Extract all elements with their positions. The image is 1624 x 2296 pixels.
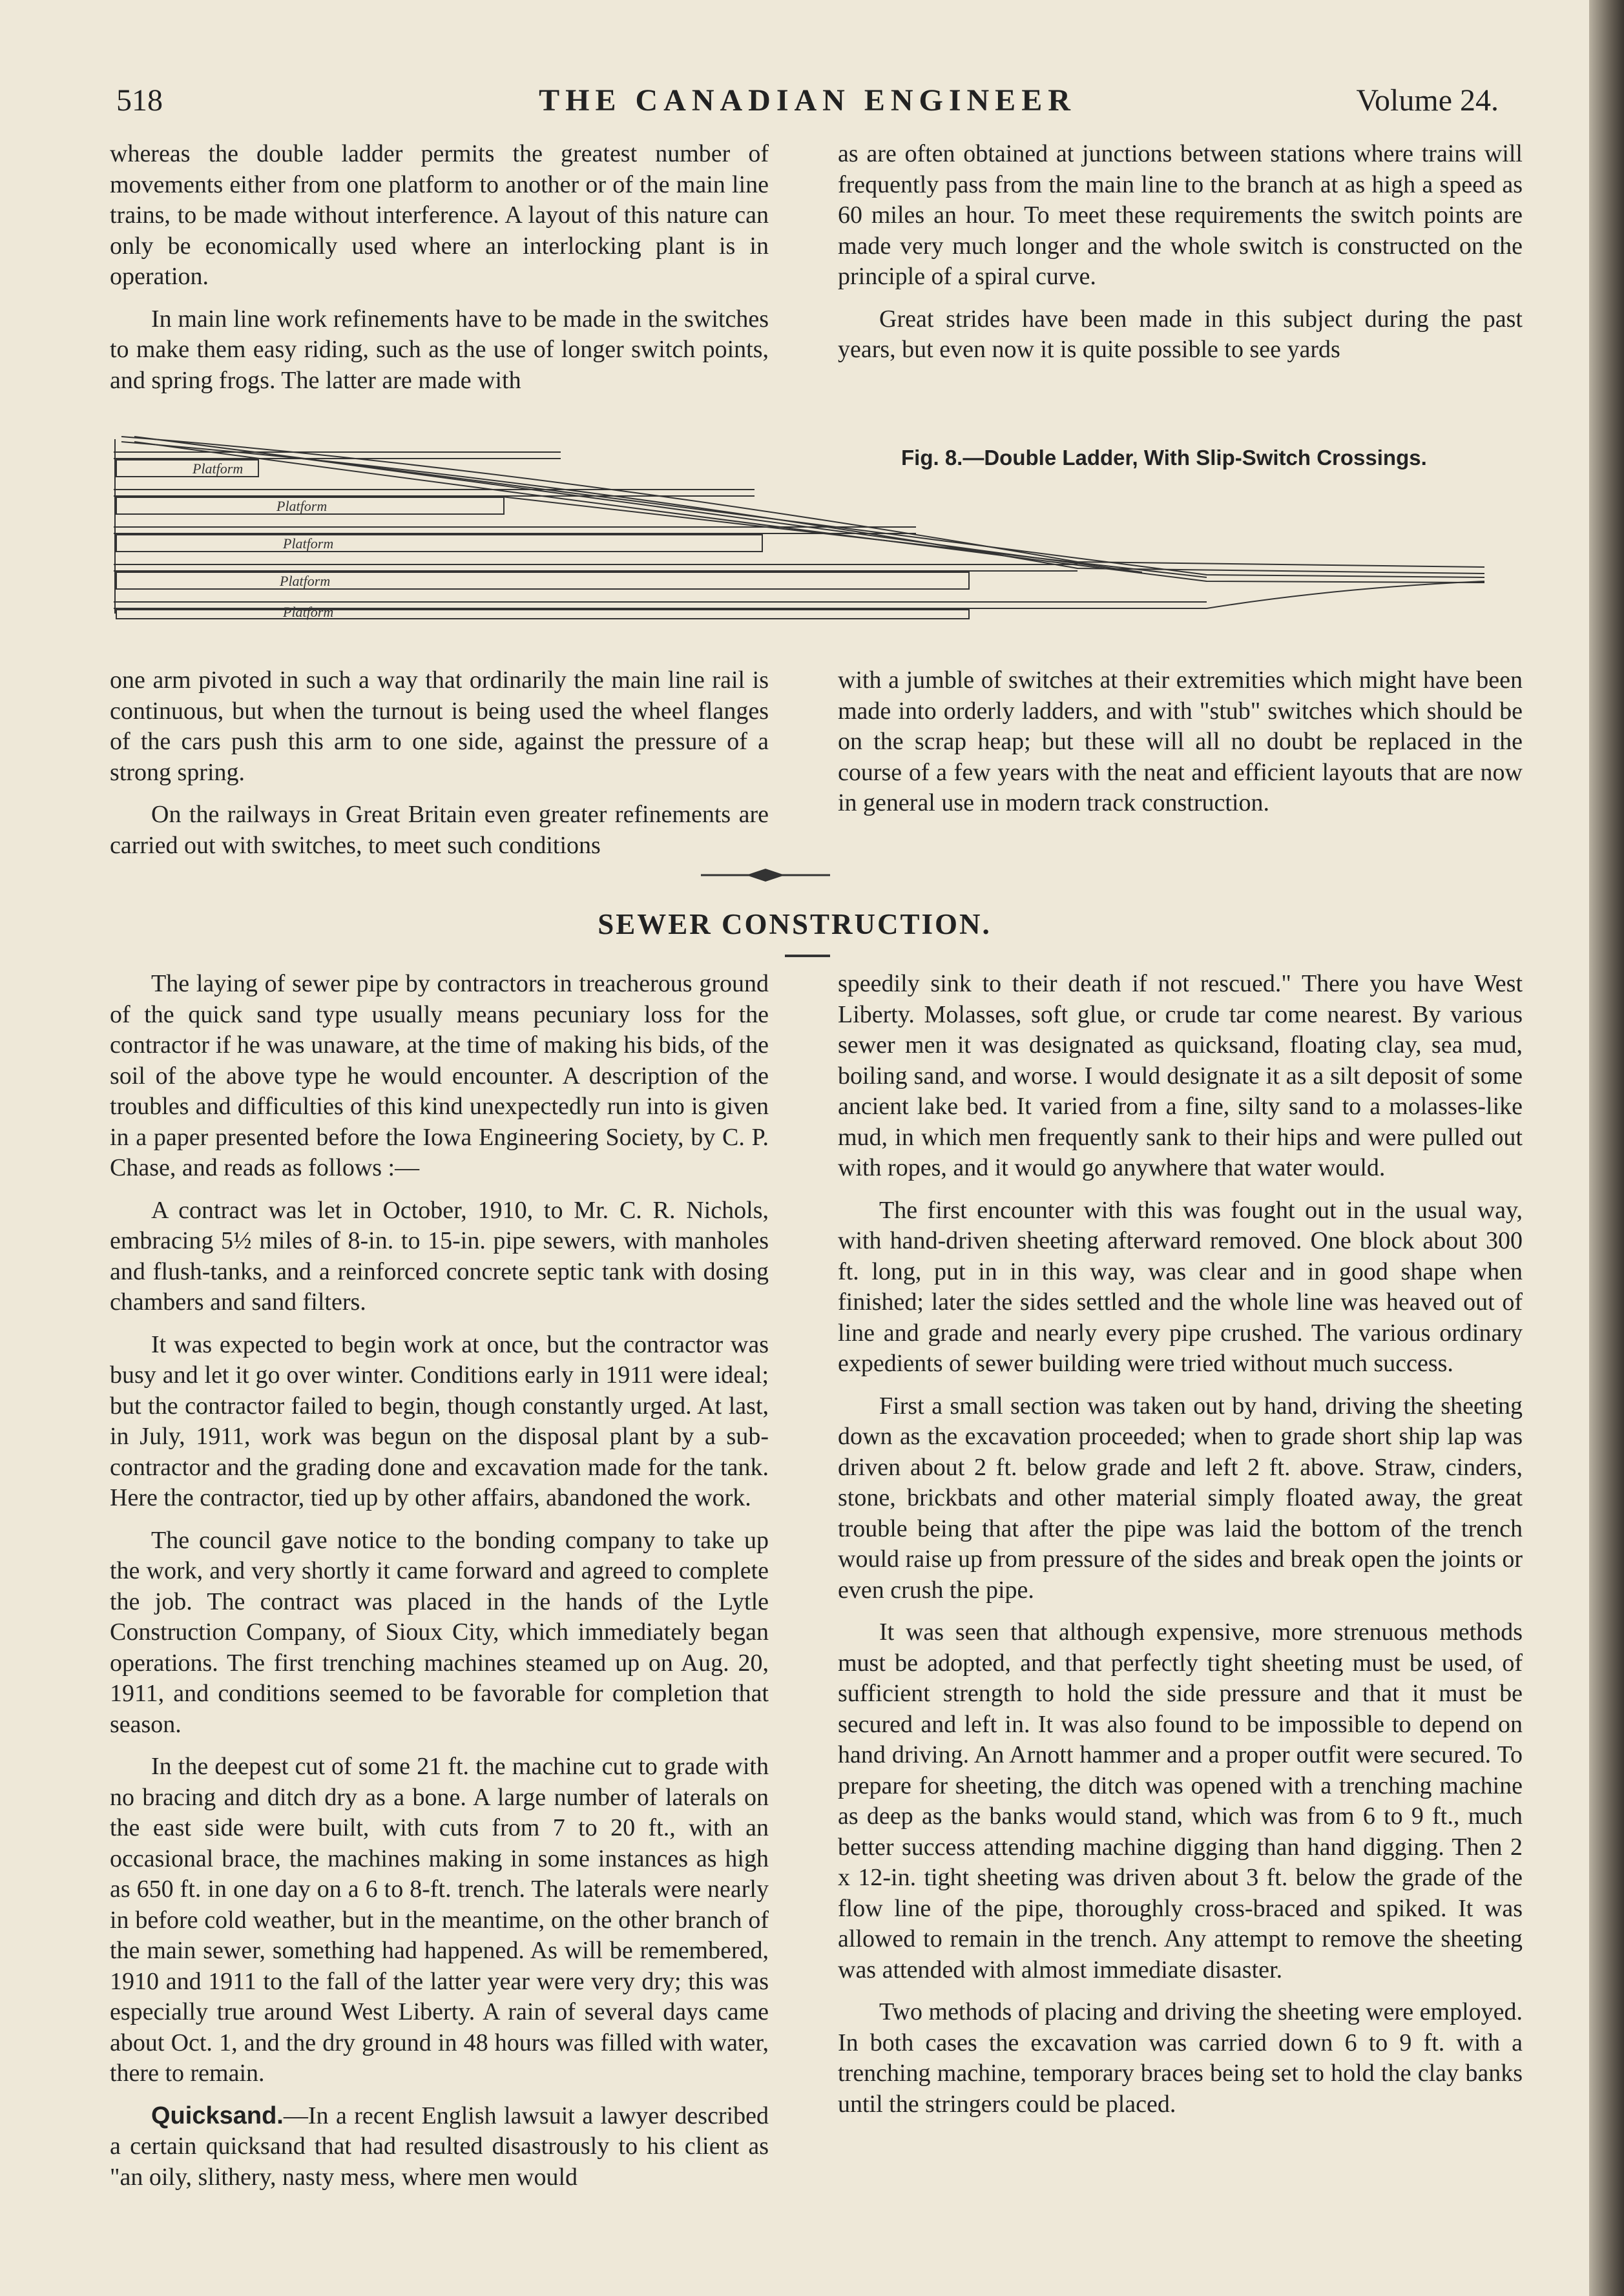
quicksand-text: —In a recent English lawsuit a lawyer described a certain quicksand that had resulted disastrously to his client as "an oily, slithery, nasty mess, where men would [110,2102,769,2191]
paragraph: In the deepest cut of some 21 ft. the machine cut to grade with no bracing and ditch dry as a bone. A large number of laterals on the east side were built, with cuts from 7 to 20 ft., with an occasional brace, the machines making in some instances as high as 650 ft. in one day on a 6 to 8-ft. trench. The laterals were nearly in before cold weather, but in the meantime, on the other branch of the main sewer, something had happened. As will be remembered, 1910 and 1911 to the fall of the latter year were very dry; this was especially true around West Liberty. A rain of several days came about Oct. 1, and the dry ground in 48 hours was filled with water, there to remain. [110,1753,769,2087]
article-right-column [838,969,1523,2120]
platform-label: Platform [280,573,331,589]
paragraph: In main line work refinements have to be made in the switches to make them easy riding, such as the use of longer switch points, and spring frogs. The latter are made with [110,305,769,394]
paragraph: as are often obtained at junctions between stations where trains will frequently pass from the main line to the branch at as high a speed as 60 miles an hour. To meet these requirements the switch points are made very much longer and the whole switch is constructed on the principle of a spiral curve. [838,140,1523,290]
paragraph-quicksand [110,2101,769,2193]
paragraph: one arm pivoted in such a way that ordinarily the main line rail is continuous, but when the turnout is being used the wheel flanges of the cars push this arm to one side, against the pressure of a strong spring. [110,667,769,786]
paragraph: The laying of sewer pipe by contractors in treacherous ground of the quick sand type usually means pecuniary loss for the contractor if he was unaware, at the time of making his bids, of the soil of the above type he would encounter. A description of the troubles and difficulties of this kind unexpectedly run into is given in a paper presented before the Iowa Engineering Society, by C. P. Chase, and reads as follows :— [110,970,769,1181]
paragraph: The first encounter with this was fought out in the usual way, with hand-driven sheeting afterward removed. One block about 300 ft. long, put in in this way, was clear and in good shape when finished; later the sides settled and the whole line was heaved out of line and grade and nearly every pipe crushed. The various ordinary expedients of sewer building were tried without much success. [838,1196,1523,1377]
platform-label: Platform [283,535,334,552]
paragraph: Two methods of placing and driving the sheeting were employed. In both cases the excavation was carried down 6 to 9 ft. with a trenching machine, temporary braces being set to hold the clay banks until the stringers could be placed. [838,1998,1523,2118]
paragraph: A contract was let in October, 1910, to Mr. C. R. Nichols, embracing 5½ miles of 8-in. to 15-in. pipe sewers, with manholes and flush-tanks, and a reinforced concrete septic tank with dosing chambers and sand filters. [110,1196,769,1316]
paragraph: First a small section was taken out by hand, driving the sheeting down as the excavation proceeded; when to grade short ship lap was driven about 2 ft. below grade and left 2 ft. above. Straw, cinders, stone, brickbats and other material simply floated away, the great trouble being that after the pipe was laid the bottom of the trench would raise up from pressure of the sides and break open the joints or even crush the pipe. [838,1392,1523,1604]
paragraph: Great strides have been made in this subject during the past years, but even now it is quite possible to see yards [838,305,1523,363]
page-number: 518 [116,83,163,118]
journal-title: THE CANADIAN ENGINEER [539,83,1076,118]
top-right-column [838,139,1523,366]
figure-caption: Fig. 8.—Double Ladder, With Slip-Switch Crossings. [901,446,1427,470]
paragraph: speedily sink to their death if not rescued." There you have West Liberty. Molasses, soft glue, or crude tar come nearest. By various sewer men it was designated as quicksand, floating clay, sea mud, boiling sand, and worse. I would designate it as a silt deposit of some ancient lake bed. It varied from a fine, silty sand to a molasses-like mud, in which men frequently sank to their hips and were pulled out with ropes, and it would go anywhere that water would. [838,970,1523,1181]
paragraph: whereas the double ladder permits the greatest number of movements either from one platform to another or of the main line trains, to be made without interference. A layout of this nature can only be economically used where an interlocking plant is in operation. [110,140,769,290]
middle-left-column [110,665,769,861]
volume-label: Volume 24. [1356,83,1499,118]
running-header [116,83,1499,128]
middle-right-column [838,665,1523,819]
book-spine-shadow [1589,0,1624,2296]
top-left-column [110,139,769,396]
platform-label: Platform [283,604,334,620]
paragraph: The council gave notice to the bonding company to take up the work, and very shortly it came forward and agreed to complete the job. The contract was placed in the hands of the Lytle Construction Company, of Sioux City, which immediately began operations. The first trenching machines steamed up on Aug. 20, 1911, and conditions seemed to be favorable for completion that season. [110,1526,769,1738]
paragraph: with a jumble of switches at their extremities which might have been made into orderly ladders, and with "stub" switches which should be on the scrap heap; but these will all no doubt be replaced in the course of a few years with the neat and efficient layouts that are now in general use in modern track construction. [838,667,1523,816]
paragraph: It was expected to begin work at once, but the contractor was busy and let it go over winter. Conditions early in 1911 were ideal; but the contractor failed to begin, though constantly urged. At last, in July, 1911, work was begun on the disposal plant by a sub-contractor and the grading done and excavation made for the tank. Here the contractor, tied up by other affairs, abandoned the work. [110,1330,769,1511]
platform-label: Platform [193,460,244,477]
paragraph: On the railways in Great Britain even greater refinements are carried out with switches, to meet such conditions [110,801,769,859]
article-left-column [110,969,769,2193]
article-title: SEWER CONSTRUCTION. [598,908,992,940]
paragraph: It was seen that although expensive, more strenuous methods must be adopted, and that perfectly tight sheeting must be used, of sufficient strength to hold the side pressure and that it must be secured and left in. It was also found to be impossible to depend on hand driving. An Arnott hammer and a proper outfit were secured. To prepare for sheeting, the ditch was opened with a trenching machine as deep as the banks would stand, which was from 6 to 9 ft., much better success attending machine digging than hand digging. Then 2 x 12-in. tight sheeting was driven about 3 ft. below the grade of the flow line of the pipe, thoroughly cross-braced and spiked. It was allowed to remain in the trench. Any attempt to remove the sheeting was attended with almost immediate disaster. [838,1619,1523,1983]
run-in-heading: Quicksand. [151,2102,284,2129]
section-divider-ornament [701,865,830,885]
platform-label: Platform [276,498,328,514]
title-rule [785,955,830,957]
